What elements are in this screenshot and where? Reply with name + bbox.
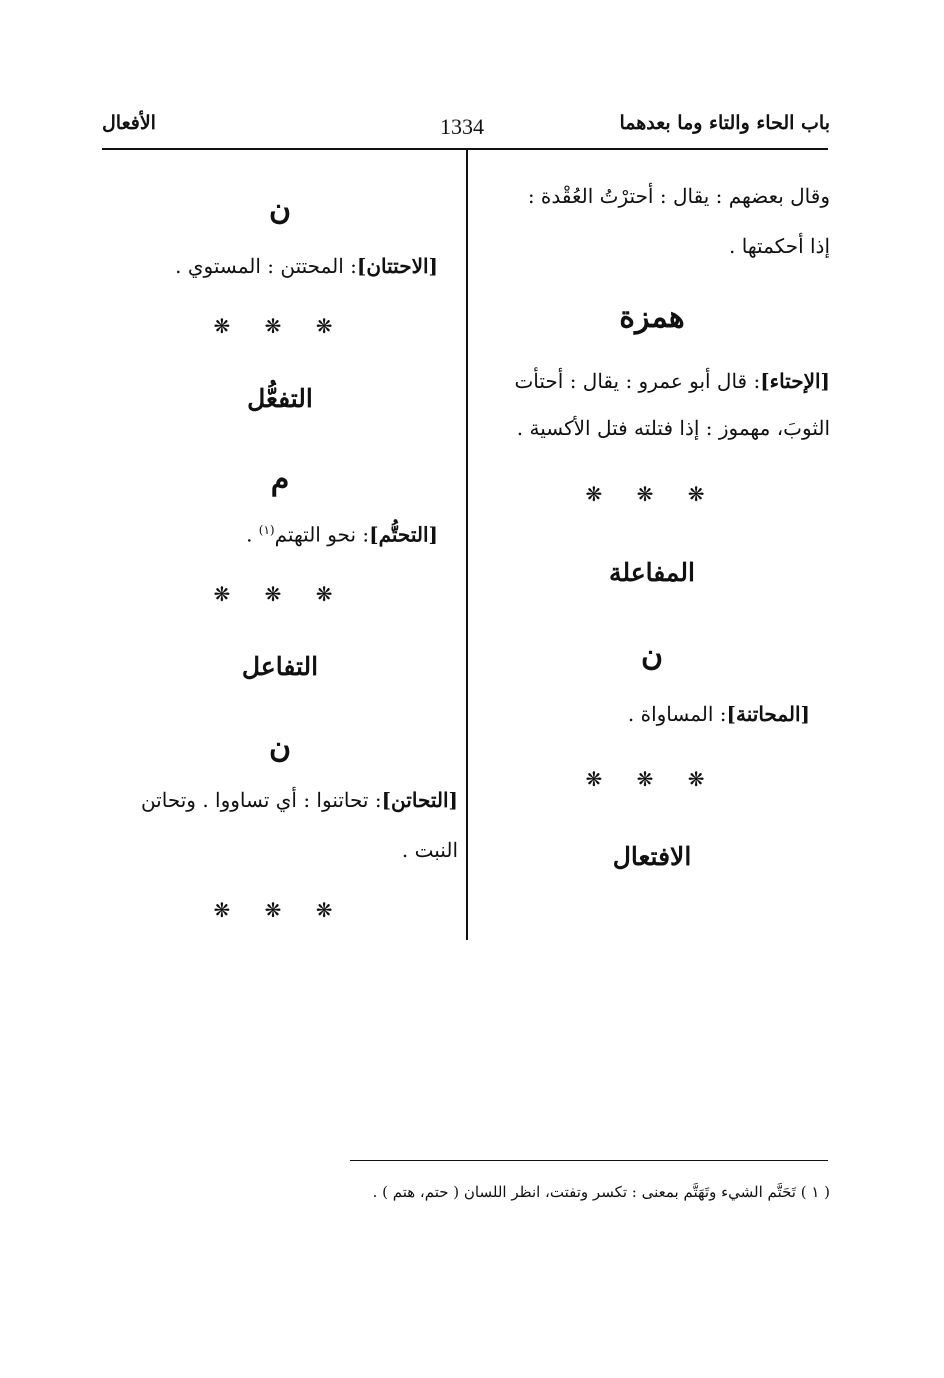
header-rule xyxy=(102,148,828,150)
entry-paragraph xyxy=(141,786,458,814)
column-divider xyxy=(466,150,468,940)
entry-keyword: [المحاتنة] xyxy=(726,702,810,726)
sub-heading: ن xyxy=(268,192,292,227)
running-header-chapter: باب الحاء والتاء وما بعدهما xyxy=(619,112,830,134)
section-divider-stars: ❋ ❋ ❋ xyxy=(213,314,347,338)
sub-heading: م xyxy=(270,462,290,497)
section-heading: التفاعل xyxy=(241,652,319,681)
paragraph-line: الثوبَ، مهموز : إذا فتلته فتل الأكسية . xyxy=(516,416,830,440)
paragraph-line: النبت . xyxy=(401,838,458,862)
footnote: ( ١ ) تَحَتَّم الشيء وتَهَتَّم بمعنى : تكسر وتفتت، انظر اللسان ( حتم، هتم ) . xyxy=(372,1183,830,1201)
entry-text: : قال أبو عمرو : يقال : أحتأت xyxy=(514,369,761,393)
entry-keyword: [التحاتن] xyxy=(381,788,458,812)
entry-text: : المساواة . xyxy=(627,702,727,726)
entry-paragraph xyxy=(175,252,438,280)
entry-text-end: . xyxy=(246,522,259,547)
section-divider-stars: ❋ ❋ ❋ xyxy=(585,482,719,506)
section-heading: التفعُّل xyxy=(247,384,313,413)
section-divider-stars: ❋ ❋ ❋ xyxy=(585,767,719,791)
section-heading: الافتعال xyxy=(612,842,692,871)
running-header-section: الأفعال xyxy=(102,112,156,134)
entry-keyword: [الإحتاء] xyxy=(760,369,830,393)
paragraph-line: إذا أحكمتها . xyxy=(729,234,830,258)
sub-heading: ن xyxy=(640,638,664,673)
entry-paragraph xyxy=(628,700,810,728)
section-heading: همزة xyxy=(619,300,685,335)
entry-keyword: [الاحتتان] xyxy=(356,254,438,278)
entry-paragraph xyxy=(514,367,830,395)
section-heading: المفاعلة xyxy=(609,558,695,587)
section-divider-stars: ❋ ❋ ❋ xyxy=(213,582,347,606)
paragraph-line: وقال بعضهم : يقال : أحترْتُ العُقْدة : xyxy=(527,184,830,208)
entry-keyword: [التحتُّم] xyxy=(369,522,438,547)
entry-text: : نحو التهتم xyxy=(274,522,370,547)
footnote-rule xyxy=(350,1160,828,1161)
sub-heading: ن xyxy=(268,730,292,765)
entry-paragraph xyxy=(246,516,438,549)
section-divider-stars: ❋ ❋ ❋ xyxy=(213,898,347,922)
entry-text: : تحاتنوا : أي تساووا . وتحاتن xyxy=(140,788,382,812)
footnote-reference: (١) xyxy=(258,523,275,537)
page-number: 1334 xyxy=(440,114,484,139)
entry-text: : المحتتن : المستوي . xyxy=(175,254,357,278)
